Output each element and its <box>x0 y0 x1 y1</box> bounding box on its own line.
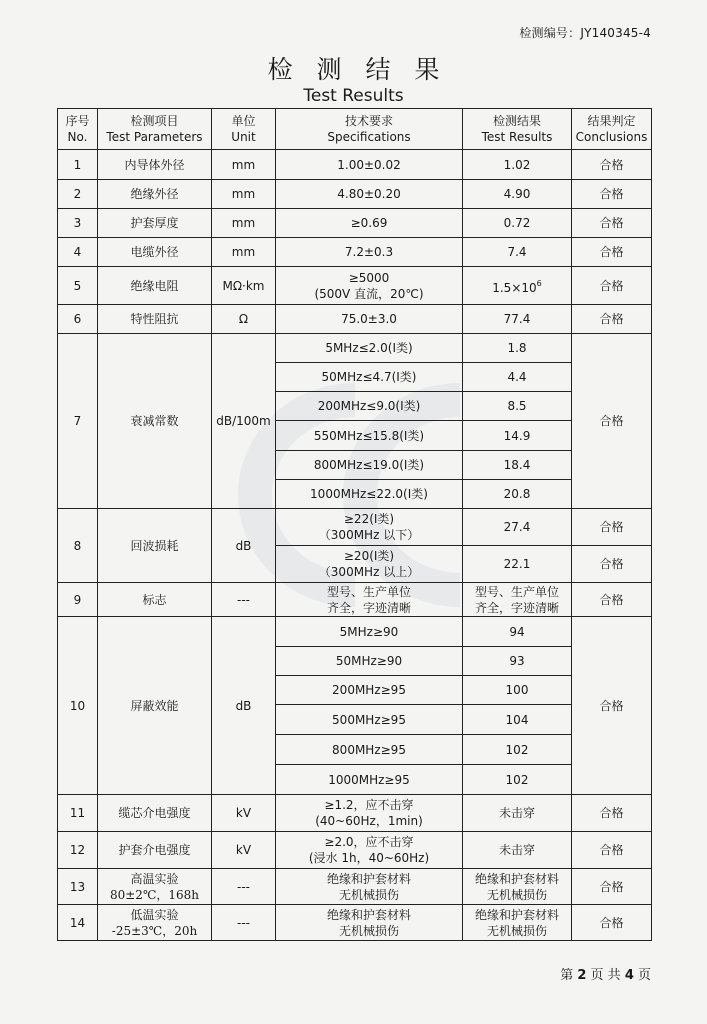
table-row <box>58 583 652 617</box>
row-no: 1 <box>58 150 98 180</box>
header-parameters: 检测项目 Test Parameters <box>98 109 212 150</box>
row-unit: kV <box>212 795 276 832</box>
row-spec: 550MHz≤15.8(Ⅰ类) <box>276 421 463 451</box>
row-spec: 1000MHz≥95 <box>276 765 463 795</box>
table-header-row <box>58 109 652 150</box>
row-spec: 800MHz≥95 <box>276 735 463 765</box>
table-row <box>58 180 652 209</box>
row-parameter: 屏蔽效能 <box>98 617 212 795</box>
row-parameter: 护套介电强度 <box>98 832 212 869</box>
row-no: 4 <box>58 238 98 267</box>
report-number-line <box>519 24 651 41</box>
row-unit: mm <box>212 180 276 209</box>
row-result: $1.5\times 10^6$ <box>463 267 572 305</box>
row-parameter: 绝缘电阻 <box>98 267 212 305</box>
row-no: 5 <box>58 267 98 305</box>
table-row <box>58 334 652 363</box>
table-row <box>58 832 652 869</box>
row-result: 8.5 <box>463 392 572 421</box>
row-spec: 200MHz≥95 <box>276 676 463 705</box>
table-row <box>58 869 652 905</box>
table-row <box>58 509 652 546</box>
row-spec: ≥5000 (500V 直流，20℃) <box>276 267 463 305</box>
table-row <box>58 267 652 305</box>
row-result: 20.8 <box>463 480 572 509</box>
row-conclusion: 合格 <box>572 209 652 238</box>
row-spec: 7.2±0.3 <box>276 238 463 267</box>
page-total: 4 <box>624 968 634 983</box>
row-parameter: 衰减常数 <box>98 334 212 509</box>
row-spec: ≥1.2，应不击穿 (40~60Hz，1min) <box>276 795 463 832</box>
table-row <box>58 905 652 941</box>
row-conclusion: 合格 <box>572 267 652 305</box>
row-result: 4.90 <box>463 180 572 209</box>
row-conclusion: 合格 <box>572 238 652 267</box>
row-parameter: 电缆外径 <box>98 238 212 267</box>
row-conclusion: 合格 <box>572 832 652 869</box>
page-title-cn: 检 测 结 果 <box>267 55 448 84</box>
row-result: 绝缘和护套材料 无机械损伤 <box>463 869 572 905</box>
row-spec: 50MHz≤4.7(Ⅰ类) <box>276 363 463 392</box>
row-parameter: 标志 <box>98 583 212 617</box>
row-result: 77.4 <box>463 305 572 334</box>
row-parameter: 回波损耗 <box>98 509 212 583</box>
row-no: 13 <box>58 869 98 905</box>
row-no: 14 <box>58 905 98 941</box>
row-spec: 型号、生产单位 齐全，字迹清晰 <box>276 583 463 617</box>
test-results-table <box>57 108 652 941</box>
result-exponent: 6 <box>536 278 542 288</box>
row-result: 94 <box>463 617 572 647</box>
row-no: 9 <box>58 583 98 617</box>
row-parameter: 特性阻抗 <box>98 305 212 334</box>
row-result: 绝缘和护套材料 无机械损伤 <box>463 905 572 941</box>
row-result: 7.4 <box>463 238 572 267</box>
row-no: 2 <box>58 180 98 209</box>
table-row <box>58 795 652 832</box>
row-spec: 75.0±3.0 <box>276 305 463 334</box>
header-unit: 单位 Unit <box>212 109 276 150</box>
header-specifications: 技术要求 Specifications <box>276 109 463 150</box>
row-conclusion: 合格 <box>572 305 652 334</box>
row-spec: 50MHz≥90 <box>276 647 463 676</box>
row-spec: 500MHz≥95 <box>276 705 463 735</box>
table-row <box>58 238 652 267</box>
row-result: 22.1 <box>463 546 572 583</box>
row-unit: kV <box>212 832 276 869</box>
row-result: 1.02 <box>463 150 572 180</box>
row-unit: --- <box>212 869 276 905</box>
row-conclusion: 合格 <box>572 869 652 905</box>
row-spec: 4.80±0.20 <box>276 180 463 209</box>
row-parameter: 内导体外径 <box>98 150 212 180</box>
row-parameter: 缆芯介电强度 <box>98 795 212 832</box>
page-number: 第 2 页 共 4 页 <box>560 968 651 983</box>
row-unit: Ω <box>212 305 276 334</box>
page-current: 2 <box>577 968 587 983</box>
row-conclusion: 合格 <box>572 334 652 509</box>
row-spec: ≥22(Ⅰ类) （300MHz 以下） <box>276 509 463 546</box>
row-result: 4.4 <box>463 363 572 392</box>
row-spec: ≥2.0，应不击穿 (浸水 1h，40~60Hz) <box>276 832 463 869</box>
table-row <box>58 617 652 647</box>
row-parameter: 绝缘外径 <box>98 180 212 209</box>
row-unit: dB/100m <box>212 334 276 509</box>
row-result: 14.9 <box>463 421 572 451</box>
row-parameter: 护套厚度 <box>98 209 212 238</box>
header-conclusions: 结果判定 Conclusions <box>572 109 652 150</box>
row-parameter: 低温实验 -25±3℃，20h <box>98 905 212 941</box>
row-spec: 5MHz≥90 <box>276 617 463 647</box>
table-row <box>58 209 652 238</box>
row-result: 27.4 <box>463 509 572 546</box>
row-conclusion: 合格 <box>572 583 652 617</box>
row-result: 93 <box>463 647 572 676</box>
row-spec: 1000MHz≤22.0(Ⅰ类) <box>276 480 463 509</box>
row-spec: 200MHz≤9.0(Ⅰ类) <box>276 392 463 421</box>
row-spec: ≥0.69 <box>276 209 463 238</box>
row-conclusion: 合格 <box>572 795 652 832</box>
row-result: 0.72 <box>463 209 572 238</box>
row-result: 102 <box>463 765 572 795</box>
row-no: 3 <box>58 209 98 238</box>
row-no: 11 <box>58 795 98 832</box>
row-no: 10 <box>58 617 98 795</box>
report-number-label: 检测编号： <box>519 26 581 40</box>
row-spec: 绝缘和护套材料 无机械损伤 <box>276 905 463 941</box>
header-test-results: 检测结果 Test Results <box>463 109 572 150</box>
row-result: 18.4 <box>463 451 572 480</box>
row-no: 12 <box>58 832 98 869</box>
row-conclusion: 合格 <box>572 617 652 795</box>
row-unit: mm <box>212 209 276 238</box>
row-unit: mm <box>212 150 276 180</box>
page-title-en: Test Results <box>303 86 404 106</box>
row-no: 7 <box>58 334 98 509</box>
row-unit: --- <box>212 905 276 941</box>
row-no: 8 <box>58 509 98 583</box>
row-conclusion: 合格 <box>572 180 652 209</box>
row-spec: ≥20(Ⅰ类) （300MHz 以上） <box>276 546 463 583</box>
row-spec: 绝缘和护套材料 无机械损伤 <box>276 869 463 905</box>
row-conclusion: 合格 <box>572 546 652 583</box>
row-result: 102 <box>463 735 572 765</box>
row-result: 型号、生产单位 齐全，字迹清晰 <box>463 583 572 617</box>
row-spec: 1.00±0.02 <box>276 150 463 180</box>
row-unit: dB <box>212 509 276 583</box>
row-result: 104 <box>463 705 572 735</box>
row-unit: dB <box>212 617 276 795</box>
row-result: 1.8 <box>463 334 572 363</box>
row-parameter: 高温实验 80±2℃，168h <box>98 869 212 905</box>
row-result: 100 <box>463 676 572 705</box>
row-spec: 5MHz≤2.0(Ⅰ类) <box>276 334 463 363</box>
row-unit: MΩ·km <box>212 267 276 305</box>
row-result: 未击穿 <box>463 832 572 869</box>
table-row <box>58 305 652 334</box>
row-conclusion: 合格 <box>572 509 652 546</box>
report-number: JY140345-4 <box>580 26 651 40</box>
row-conclusion: 合格 <box>572 150 652 180</box>
header-no: 序号 No. <box>58 109 98 150</box>
row-spec: 800MHz≤19.0(Ⅰ类) <box>276 451 463 480</box>
row-unit: mm <box>212 238 276 267</box>
row-result: 未击穿 <box>463 795 572 832</box>
row-unit: --- <box>212 583 276 617</box>
row-no: 6 <box>58 305 98 334</box>
row-conclusion: 合格 <box>572 905 652 941</box>
table-row <box>58 150 652 180</box>
